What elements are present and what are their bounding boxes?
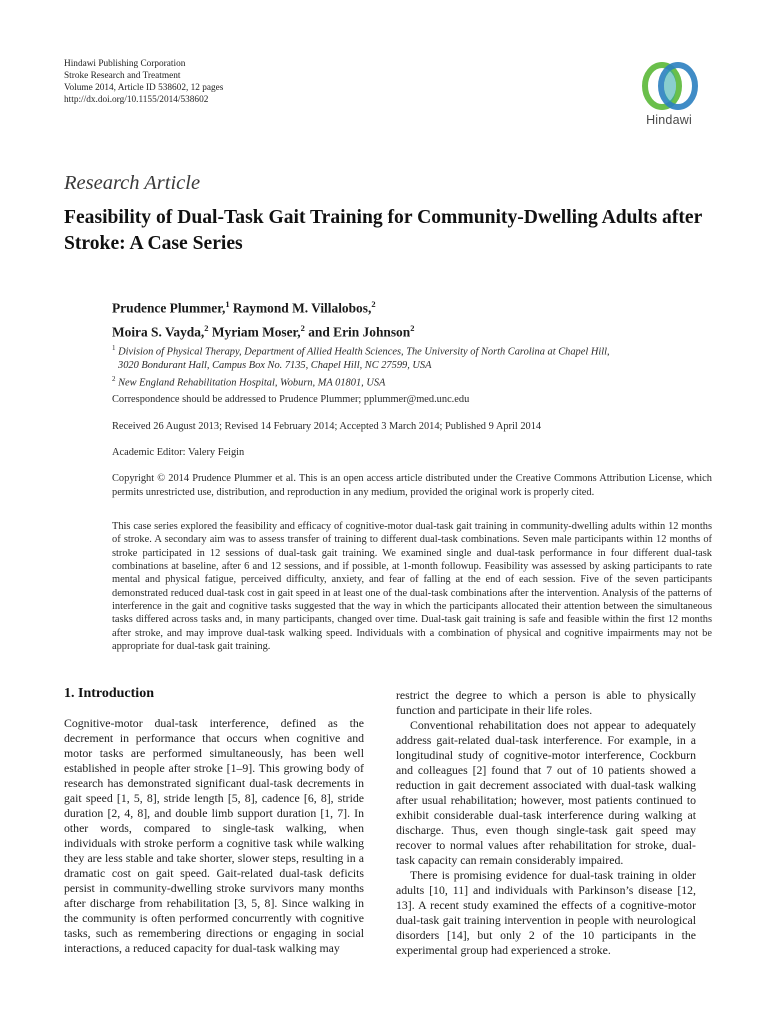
copyright-notice: Copyright © 2014 Prudence Plummer et al. This is an open access article distributed under the Creative Commons Attribution License, which permits unrestricted use, distribution, and reproduction in any medium, provided the original work is properly cited. [112, 473, 712, 498]
hindawi-wordmark: Hindawi [646, 113, 692, 127]
section-heading-introduction: 1. Introduction [64, 686, 154, 701]
affiliation-2-line1: New England Rehabilitation Hospital, Woburn, MA 01801, USA [118, 377, 386, 389]
paragraph: restrict the degree to which a person is able to physically function and participate in their life roles. [396, 688, 696, 717]
journal-info [64, 58, 223, 106]
abstract: This case series explored the feasibility and efficacy of cognitive-motor dual-task gait training in community-dwelling adults within 12 months of stroke. A secondary aim was to assess transfer of training to different dual-task combinations. Seven male participants within 12 months of stroke participated in 12 sessions of dual-task gait training. We examined single and dual-task performance in four different dual-task combinations at baseline, after 6 and 12 sessions, and if possible, at 1-month followup. Feasibility was assessed by asking participants to rate mental and physical fatigue, perceived difficulty, anxiety, and fear of falling at the end of each session. Five of the seven participants demonstrated reduced dual-task cost in gait speed in at least one of the dual-task combinations after the intervention. Analysis of the patterns of interference in the gait and cognitive tasks suggested that the way in which the participants allocated their attention between the simultaneous tasks differed across tasks and, in many participants, changed over time. Dual-task gait training is safe and feasible within the first 12 months after stroke, and may improve dual-task walking speed. Individuals with a combination of physical and cognitive impairments may not be appropriate for dual-task gait training. [112, 521, 712, 653]
body-column-right [396, 688, 696, 958]
hindawi-logo-icon [632, 58, 708, 114]
article-type: Research Article [64, 172, 201, 194]
academic-editor: Academic Editor: Valery Feigin [112, 447, 245, 458]
affiliation-sup: 2 [112, 374, 116, 383]
publisher: Hindawi Publishing Corporation [64, 59, 186, 69]
paragraph: Conventional rehabilitation does not appear to adequately address gait-related dual-task interference. For example, in a longitudinal study of cognitive-motor interference, Cockburn and colleagues [2] found that 7 out of 10 patients showed a reduction in gait decrement associated with dual-task walking after usual rehabilitation; however, most patients continued to exhibit considerable dual-task interference during walking at discharge. Thus, even though single-task gait speed may recover to normal values after rehabilitation for stroke, dual-task capacity can remain considerably impaired. [396, 718, 696, 867]
affiliation-sup: 1 [112, 344, 116, 352]
author-name: and Erin Johnson [308, 324, 411, 340]
paragraph: Cognitive-motor dual-task interference, defined as the decrement in performance that occurs when cognitive and motor tasks are performed simultaneously, has been well established in people after stroke [1–9]. This growing body of research has demonstrated significant dual-task decrements in gait speed [1, 5, 8], stride length [5, 8], cadence [6, 8], stride duration [2, 4, 8], and double limb support duration [1, 7]. In other words, compared to single-task walking, when individuals with stroke perform a cognitive task while walking they are less stable and take shorter, slower steps, resulting in a dramatic cost on gait speed. Gait-related dual-task deficits persist in community-dwelling stroke survivors many months after discharge from rehabilitation [3, 5, 8]. Since walking in the community is often performed concurrently with cognitive tasks, such as remembering directions or engaging in social interactions, a reduced capacity for dual-task walking may [64, 716, 364, 955]
author-sup: 2 [371, 299, 376, 309]
author-name: Myriam Moser, [211, 324, 301, 340]
author-name: Prudence Plummer, [112, 300, 226, 316]
doi-link[interactable]: http://dx.doi.org/10.1155/2014/538602 [64, 95, 209, 105]
publication-dates: Received 26 August 2013; Revised 14 February 2014; Accepted 3 March 2014; Published 9 April 2014 [112, 421, 542, 432]
volume-line: Volume 2014, Article ID 538602, 12 pages [64, 83, 224, 93]
affiliation-1-line2: 3020 Bondurant Hall, Campus Box No. 7135, Chapel Hill, NC 27599, USA [118, 360, 432, 372]
author-sup: 2 [300, 323, 305, 334]
author-list [112, 294, 672, 343]
correspondence: Correspondence should be addressed to Prudence Plummer; pplummer@med.unc.edu [112, 394, 470, 405]
author-sup: 1 [225, 299, 230, 309]
article-title: Feasibility of Dual-Task Gait Training for Community-Dwelling Adults after Stroke: A Case Series [64, 207, 702, 254]
author-name: Raymond M. Villalobos, [232, 300, 372, 316]
affiliation-1-line1: Division of Physical Therapy, Department of Allied Health Sciences, The University of North Carolina at Chapel Hill, [118, 346, 610, 358]
affiliations [112, 342, 712, 390]
author-sup: 2 [204, 323, 209, 334]
paragraph: There is promising evidence for dual-task training in older adults [10, 11] and individuals with Parkinson’s disease [12, 13]. A recent study examined the effects of a cognitive-motor dual-task gait training intervention in people with neurological disorders [14], but only 2 of the 10 participants in the experimental group had experienced a stroke. [396, 868, 696, 957]
journal-name: Stroke Research and Treatment [64, 71, 181, 81]
author-sup: 2 [410, 323, 415, 334]
author-name: Moira S. Vayda, [112, 324, 205, 340]
body-column-left [64, 716, 364, 956]
